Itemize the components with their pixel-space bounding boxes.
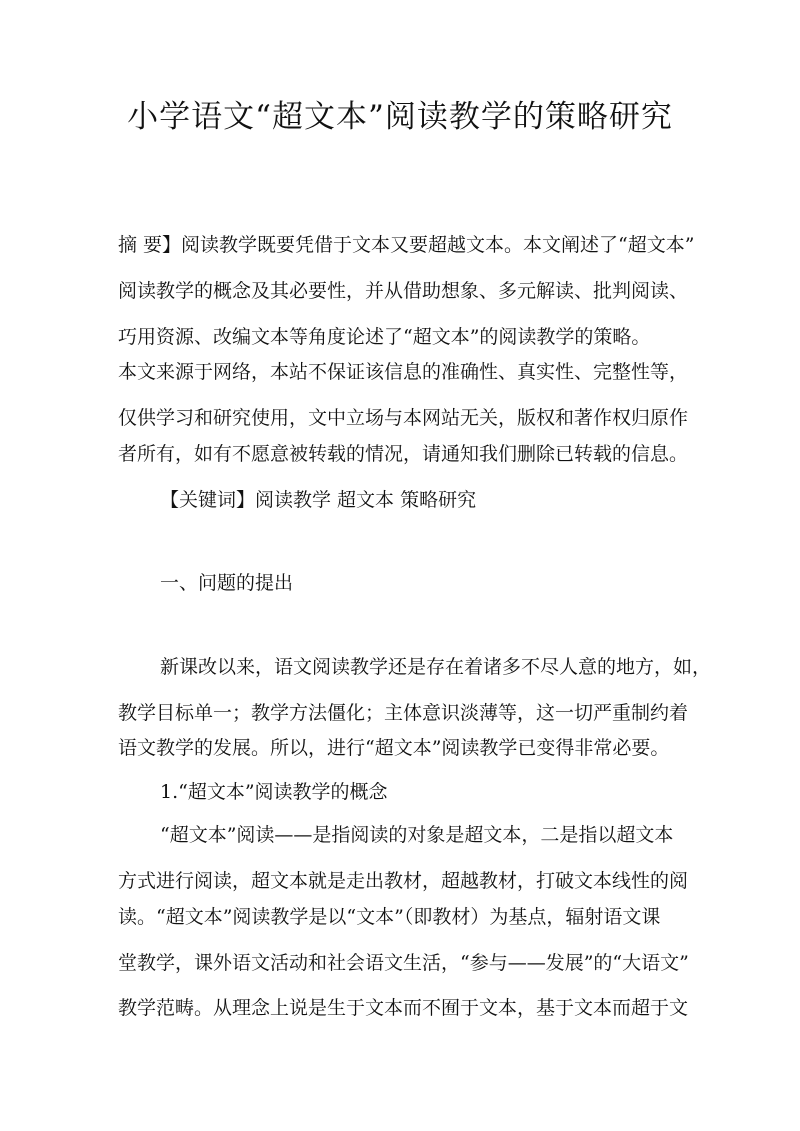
source-notice-line: 仅供学习和研究使用，文中立场与本网站无关，版权和著作权归原作: [118, 407, 689, 429]
abstract-line: 阅读教学的概念及其必要性，并从借助想象、多元解读、批判阅读、: [118, 280, 689, 302]
paragraph-line: 教学目标单一；教学方法僵化；主体意识淡薄等，这一切严重制约着: [118, 702, 689, 724]
paragraph-line: 读。“超文本”阅读教学是以“文本”（即教材）为基点，辐射语文课: [118, 906, 661, 928]
source-notice-line: 本文来源于网络，本站不保证该信息的准确性、真实性、完整性等，: [118, 361, 689, 383]
paragraph-line: 语文教学的发展。所以，进行“超文本”阅读教学已变得非常必要。: [118, 737, 670, 759]
paragraph-line: “超文本”阅读——是指阅读的对象是超文本，二是指以超文本: [160, 824, 674, 846]
section-heading: 一、问题的提出: [160, 572, 294, 594]
subsection-heading: 1.“超文本”阅读教学的概念: [160, 781, 388, 803]
abstract-line: 摘 要】阅读教学既要凭借于文本又要超越文本。本文阐述了“超文本”: [118, 234, 695, 256]
paragraph-line: 堂教学，课外语文活动和社会语文生活，“参与——发展”的“大语文”: [118, 952, 689, 974]
keywords-line: 【关键词】阅读教学 超文本 策略研究: [160, 489, 477, 511]
paragraph-line: 教学范畴。从理念上说是生于文本而不囿于文本，基于文本而超于文: [118, 997, 689, 1019]
document-title: 小学语文“超文本”阅读教学的策略研究: [127, 99, 673, 135]
abstract-line: 巧用资源、改编文本等角度论述了“超文本”的阅读教学的策略。: [118, 326, 651, 348]
source-notice-line: 者所有，如有不愿意被转载的情况，请通知我们删除已转载的信息。: [118, 443, 689, 465]
paragraph-line: 方式进行阅读，超文本就是走出教材，超越教材，打破文本线性的阅: [118, 870, 689, 892]
paragraph-line: 新课改以来，语文阅读教学还是存在着诸多不尽人意的地方，如，: [160, 656, 712, 678]
